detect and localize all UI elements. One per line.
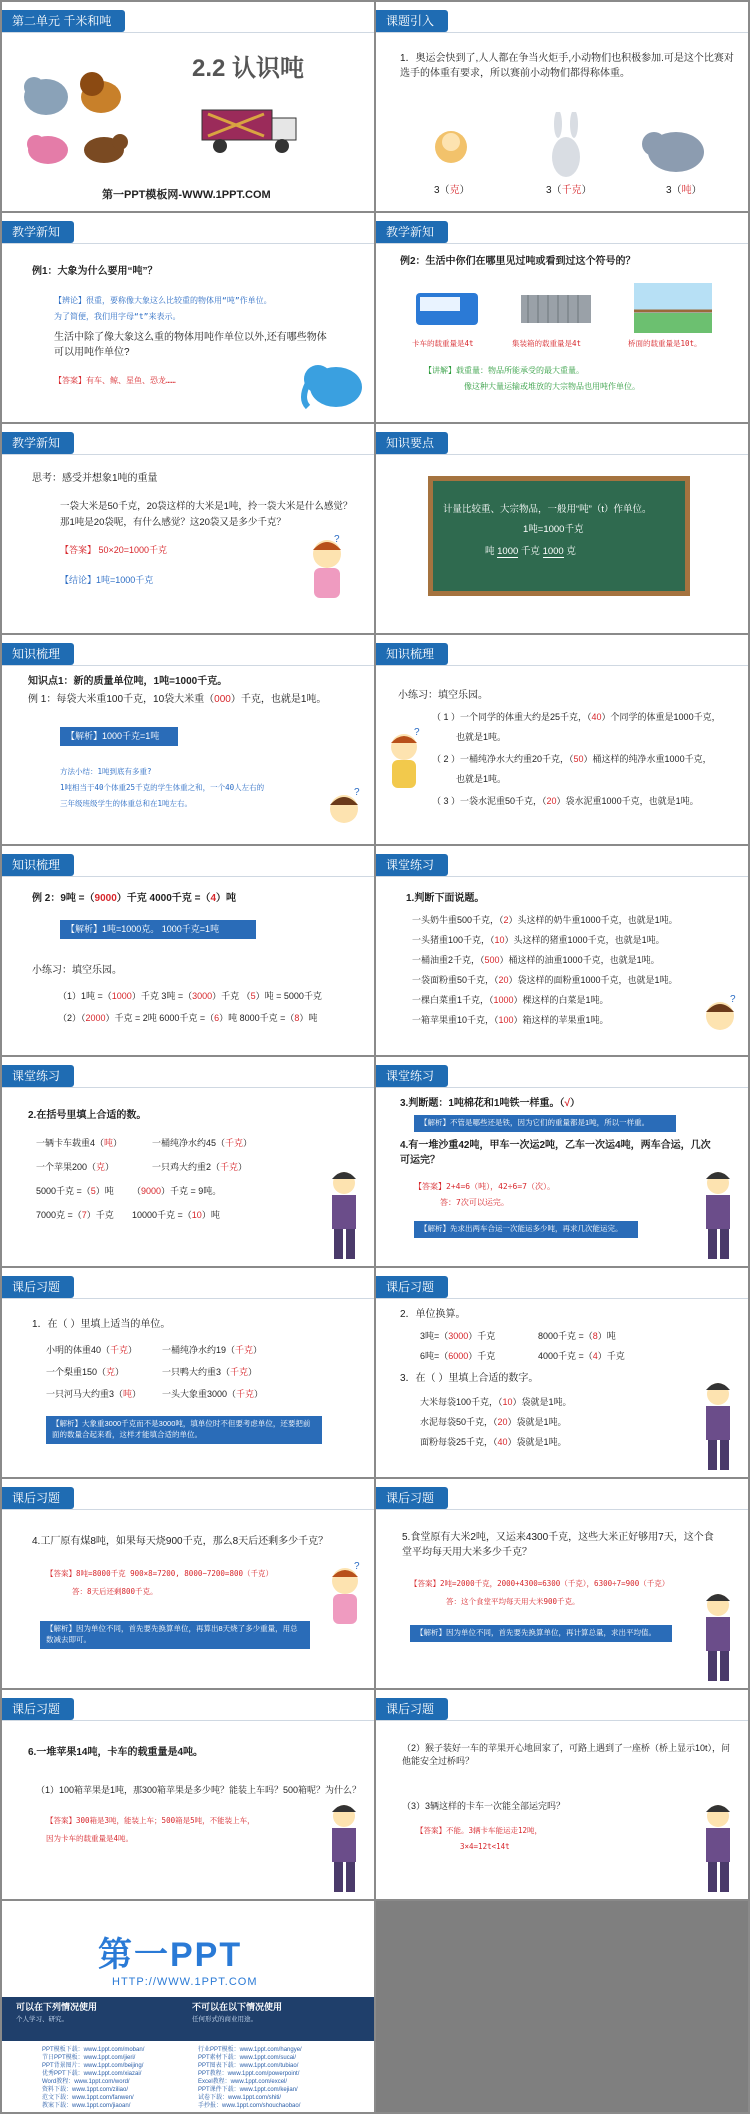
fill-2a: 一个梨重150（克） xyxy=(46,1367,125,1377)
question-3: 3．在（ ）里填上合适的数字。 xyxy=(400,1373,539,1384)
resource-link[interactable]: 手抄报：www.1ppt.com/shouchaobao/ xyxy=(198,2103,301,2109)
resource-link[interactable]: 试卷下载：www.1ppt.com/shiti/ xyxy=(198,2095,282,2101)
answer-2: 答：这个食堂平均每天用大米900千克。 xyxy=(446,1597,580,1606)
unit-tag: 第二单元 千米和吨 xyxy=(2,10,125,32)
divider xyxy=(2,1720,374,1721)
exercise-3: （ 3 ）一袋水泥重50千克，（20）袋水泥重1000千克，也就是1吨。 xyxy=(432,796,699,806)
elephant-icon xyxy=(300,353,366,413)
exercise-title: 小练习：填空乐园。 xyxy=(32,965,122,976)
section-tag: 课堂练习 xyxy=(2,1065,74,1087)
fill-3b: （9000）千克 = 9吨。 xyxy=(132,1186,222,1196)
cannot-use-title: 不可以在以下情况使用 xyxy=(192,2002,283,2012)
question-2: 2．单位换算。 xyxy=(400,1309,466,1320)
fill-2a: 一个苹果200（克） xyxy=(36,1162,115,1172)
section-tag: 知识要点 xyxy=(376,432,448,454)
resource-link[interactable]: PPT背景图片：www.1ppt.com/beijing/ xyxy=(42,2063,144,2069)
divider xyxy=(2,1298,374,1299)
section-tag: 课后习题 xyxy=(376,1487,448,1509)
caption-truck: 卡车的载重量是4t xyxy=(412,339,474,348)
example-1: 例 1：每袋大米重100千克，10袋大米重（000）千克，也就是1吨。 xyxy=(28,694,327,705)
paragraph-1: 一袋大米是50千克，20袋这样的大米是1吨，拎一袋大米是什么感觉？ xyxy=(60,501,353,512)
question-4: 4.有一堆沙重42吨，甲车一次运2吨，乙车一次运4吨，两车合运，几次可运完？ xyxy=(400,1140,711,1166)
fill-4b: 10000千克 =（10）吨 xyxy=(132,1210,220,1220)
cannot-use-1: 任何形式的商业用途。 xyxy=(192,2016,257,2023)
divider xyxy=(2,1509,374,1510)
fill-1a: 小明的体重40（千克） xyxy=(46,1345,138,1355)
slide-practice-2[interactable] xyxy=(2,1057,374,1266)
fill-1a: 一辆卡车载重4（吨） xyxy=(36,1138,123,1148)
resource-link[interactable]: 范文下载：www.1ppt.com/fanwen/ xyxy=(42,2095,134,2101)
resource-link[interactable]: 教案下载：www.1ppt.com/jiaoan/ xyxy=(42,2103,131,2109)
fill-line-1: 大米每袋100千克，（10）袋就是1吨。 xyxy=(420,1397,572,1407)
method-3: 三年级班级学生的体重总和在1吨左右。 xyxy=(60,799,193,808)
truck-illustration xyxy=(194,102,304,157)
section-tag: 教学新知 xyxy=(2,221,74,243)
slide-homework-2[interactable] xyxy=(376,1268,748,1477)
slide-new-1[interactable] xyxy=(2,213,374,422)
method-1: 方法小结：1吨到底有多重? xyxy=(60,767,152,776)
practice-row: 一头猪重100千克，（10）头这样的猪重1000千克，也就是1吨。 xyxy=(412,935,665,945)
exercise-title: 小练习：填空乐园。 xyxy=(398,690,488,701)
resource-link[interactable]: 行业PPT模板：www.1ppt.com/hangye/ xyxy=(198,2047,302,2053)
analysis-box: 【解析】1吨=1000克。 1000千克=1吨 xyxy=(60,920,256,939)
section-tag: 课堂练习 xyxy=(376,854,448,876)
resource-link[interactable]: PPT图表下载：www.1ppt.com/tubiao/ xyxy=(198,2063,299,2069)
practice-row: 一棵白菜重1千克，（1000）棵这样的白菜是1吨。 xyxy=(412,995,609,1005)
resource-link[interactable]: 资料下载：www.1ppt.com/ziliao/ xyxy=(42,2087,129,2093)
can-use-title: 可以在下列情况使用 xyxy=(16,2002,98,2012)
exercise-2-end: 也就是1吨。 xyxy=(456,774,507,784)
slide-key-points[interactable] xyxy=(376,424,748,633)
divider xyxy=(376,32,748,33)
teacher-icon xyxy=(694,1589,744,1685)
section-tag: 课后习题 xyxy=(2,1698,74,1720)
example-2: 例 2：9吨 =（9000）千克 4000千克 =（4）吨 xyxy=(32,893,236,904)
board-line-2: 1吨=1000千克 xyxy=(523,524,584,535)
teacher-icon xyxy=(694,1378,744,1474)
analysis-box: 【解析】1000千克=1吨 xyxy=(60,727,178,746)
divider xyxy=(376,665,748,666)
section-tag: 知识梳理 xyxy=(2,643,74,665)
site-caption: 第一PPT模板网-WWW.1PPT.COM xyxy=(102,189,271,201)
tip-line-1: 【讲解】载重量：物品所能承受的最大重量。 xyxy=(424,366,584,375)
girl-icon xyxy=(380,727,428,797)
girl-icon xyxy=(322,1559,368,1635)
divider xyxy=(376,876,748,877)
slide-review-2[interactable] xyxy=(376,635,748,844)
resource-link[interactable]: PPT模板下载：www.1ppt.com/moban/ xyxy=(42,2047,145,2053)
fill-2b: 一只鸭大约重3（千克） xyxy=(162,1367,258,1377)
exercise-2: （ 2 ）一桶纯净水大约重20千克，（50）桶这样的纯净水重1000千克， xyxy=(432,754,712,764)
fill-2b: 一只鸡大约重2（千克） xyxy=(152,1162,248,1172)
practice-row: 一袋面粉重50千克，（20）袋这样的面粉重1000千克，也就是1吨。 xyxy=(412,975,678,985)
practice-row: 一箱苹果重10千克，（100）箱这样的苹果重1吨。 xyxy=(412,1015,609,1025)
answer-2: 因为卡车的载重量是4吨。 xyxy=(46,1834,134,1843)
fill-line-3: 面粉每袋25千克，（40）袋就是1吨。 xyxy=(420,1437,567,1447)
convert-2b: 4000千克 =（4）千克 xyxy=(538,1351,625,1361)
slide-homework-6[interactable] xyxy=(376,1690,748,1899)
knowledge-point: 知识点1：新的质量单位吨，1吨=1000千克。 xyxy=(28,676,228,687)
section-tag: 课题引入 xyxy=(376,10,448,32)
slide-end[interactable] xyxy=(2,1901,374,2112)
paragraph-2: 那1吨是20袋呢，有什么感觉？这20袋又是多少千克？ xyxy=(60,517,286,528)
homework-title: 1．在（ ）里填上适当的单位。 xyxy=(32,1319,171,1330)
divider xyxy=(376,1298,748,1299)
fill-line-2: 水泥每袋50千克，（20）袋就是1吨。 xyxy=(420,1417,567,1427)
slide-new-2[interactable] xyxy=(376,213,748,422)
slide-intro[interactable] xyxy=(376,2,748,211)
section-tag: 课堂练习 xyxy=(376,1065,448,1087)
svg-text:?: ? xyxy=(414,727,420,738)
tip-line-2: 像这种大量运输或堆放的大宗物品也用吨作单位。 xyxy=(464,382,640,391)
slide-new-3[interactable] xyxy=(2,424,374,633)
animals-illustration xyxy=(16,62,136,172)
section-tag: 课后习题 xyxy=(376,1698,448,1720)
analysis-box-2: 【解析】先求出两车合运一次能运多少吨，再求几次能运完。 xyxy=(414,1221,638,1238)
practice-row: 一头奶牛重500千克，（2）头这样的奶牛重1000千克，也就是1吨。 xyxy=(412,915,678,925)
resource-link[interactable]: Word教程：www.1ppt.com/word/ xyxy=(42,2079,130,2085)
answer-2: 答：8天后还剩800千克。 xyxy=(72,1587,158,1596)
divider xyxy=(2,876,374,877)
empty-panel xyxy=(376,1901,748,2112)
exercise-1-end: 也就是1吨。 xyxy=(456,732,507,742)
divider xyxy=(376,1087,748,1088)
slide-homework-4[interactable] xyxy=(376,1479,748,1688)
analysis-box: 【解析】大象重3000千克而不是3000吨，填单位时不但要考虑单位，还要把前面的数量合起来看，这样才能填合适的单位。 xyxy=(46,1416,322,1444)
section-tag: 课后习题 xyxy=(376,1276,448,1298)
caption-bridge: 桥面的载重量是10t。 xyxy=(628,339,702,348)
fill-1b: 一桶纯净水约19（千克） xyxy=(162,1345,263,1355)
section-tag: 教学新知 xyxy=(2,432,74,454)
question-4: 4.工厂原有煤8吨，如果每天烧900千克，那么8天后还剩多少千克？ xyxy=(32,1536,329,1547)
exercise-1: （ 1 ）一个同学的体重大约是25千克，（40）个同学的体重是1000千克， xyxy=(432,712,721,722)
cover-title: 2.2 认识吨 xyxy=(192,55,305,82)
answer-1: 【答案】300箱是3吨，能装上车；500箱是5吨，不能装上车， xyxy=(46,1816,255,1825)
answer: 【答案】有车、鲸、星鱼、恐龙…… xyxy=(54,376,176,385)
board-line-3: 吨 1000 千克 1000 克 xyxy=(485,546,576,557)
teacher-icon xyxy=(694,1167,744,1263)
fill-3b: 一头大象重3000（千克） xyxy=(162,1389,264,1399)
divider xyxy=(2,1087,374,1088)
answer-1: 【答案】2+4=6（吨），42÷6=7（次）。 xyxy=(414,1182,555,1191)
slide-homework-5[interactable] xyxy=(2,1690,374,1899)
answer-1: 【答案】不能。3辆卡车能运走12吨， xyxy=(416,1826,543,1835)
slide-review-1[interactable] xyxy=(2,635,374,844)
caption-container: 集装箱的载重量是4t xyxy=(512,339,582,348)
question-2: 生活中除了像大象这么重的物体用吨作单位以外,还有哪些物体可以用吨作单位? xyxy=(54,332,327,358)
logo-url: HTTP://WWW.1PPT.COM xyxy=(112,1976,258,1988)
practice-row: 一桶油重2千克，（500）桶这样的油重1000千克，也就是1吨。 xyxy=(412,955,660,965)
analysis-box: 【解析】因为单位不同，首先要先换算单位，再计算总量，求出平均值。 xyxy=(410,1625,672,1642)
chalkboard xyxy=(428,476,690,596)
logo-text: 第一PPT xyxy=(98,1936,243,1974)
practice-title: 1.判断下面说题。 xyxy=(406,893,485,904)
fill-4a: 7000克 =（7）千克 xyxy=(36,1210,114,1220)
answer-3: 3（吨） xyxy=(666,185,702,196)
resource-link[interactable]: 节日PPT模板：www.1ppt.com/jieri/ xyxy=(42,2055,136,2061)
sub-question-1: （1）100箱苹果是1吨，那300箱苹果是多少吨？能装上车吗？500箱呢？为什么？ xyxy=(36,1785,362,1795)
section-tag: 知识梳理 xyxy=(376,643,448,665)
footer-banner xyxy=(2,1997,374,2041)
answer: 【答案】 50×20=1000千克 xyxy=(60,545,168,555)
divider xyxy=(376,1720,748,1721)
svg-text:?: ? xyxy=(334,534,340,545)
teacher-icon xyxy=(320,1167,370,1263)
resource-link[interactable]: Excel教程：www.1ppt.com/excel/ xyxy=(198,2079,288,2085)
slide-practice-3[interactable] xyxy=(376,1057,748,1266)
answer-1: 【答案】8吨=8000千克 900×8=7200, 8000−7200=800（千克） xyxy=(46,1569,273,1578)
slide-homework-1[interactable] xyxy=(2,1268,374,1477)
divider xyxy=(2,665,374,666)
think-question: 思考：感受并想象1吨的重量 xyxy=(32,473,158,484)
divider xyxy=(376,1509,748,1510)
slide-review-3[interactable] xyxy=(2,846,374,1055)
animals-weigh-illustration xyxy=(426,112,716,182)
slide-cover[interactable] xyxy=(2,2,374,211)
slide-homework-3[interactable] xyxy=(2,1479,374,1688)
fill-3a: 5000千克 =（5）吨 xyxy=(36,1186,114,1196)
practice-title: 2.在括号里填上合适的数。 xyxy=(28,1110,147,1121)
divider xyxy=(2,454,374,455)
conclusion: 【结论】1吨=1000千克 xyxy=(60,575,154,585)
resource-link[interactable]: PPT教程：www.1ppt.com/powerpoint/ xyxy=(198,2071,300,2077)
divider xyxy=(2,32,374,33)
example-question: 例2：生活中你们在哪里见过吨或看到过这个符号的？ xyxy=(400,256,636,267)
slide-practice-1[interactable] xyxy=(376,846,748,1055)
analysis-box-1: 【解析】不管是哪些还是铁，因为它们的重量都是1吨，所以一样重。 xyxy=(414,1115,676,1132)
resource-link[interactable]: PPT课件下载：www.1ppt.com/kejian/ xyxy=(198,2087,298,2093)
fill-1b: 一桶纯净水约45（千克） xyxy=(152,1138,253,1148)
fill-3a: 一只河马大约重3（吨） xyxy=(46,1389,142,1399)
teacher-icon xyxy=(694,1800,744,1896)
svg-text:?: ? xyxy=(354,787,360,798)
example-question: 例1：大象为什么要用“吨”？ xyxy=(32,266,158,277)
teacher-icon xyxy=(320,1800,370,1896)
section-tag: 课后习题 xyxy=(2,1487,74,1509)
convert-2a: 6吨=（6000）千克 xyxy=(420,1351,496,1361)
convert-1a: 3吨=（3000）千克 xyxy=(420,1331,496,1341)
boy-icon xyxy=(698,992,742,1044)
can-use-1: 个人学习、研究。 xyxy=(16,2016,68,2023)
question-6: 6.一堆苹果14吨，卡车的载重量是4吨。 xyxy=(28,1747,204,1758)
answer-1: 【答案】2吨=2000千克，2000+4300=6300（千克），6300÷7=900（千克） xyxy=(410,1579,670,1588)
divider xyxy=(2,243,374,244)
answer-1: 3（克） xyxy=(434,185,470,196)
question-5: 5.食堂原有大米2吨，又运来4300千克，这些大米正好够用7天，这个食堂平均每天用大米多少千克？ xyxy=(402,1532,714,1558)
question-3: 3.判断题：1吨棉花和1吨铁一样重。（√） xyxy=(400,1098,580,1109)
svg-text:?: ? xyxy=(354,1561,360,1572)
convert-1b: 8000千克 =（8）吨 xyxy=(538,1331,616,1341)
question: 1．奥运会快到了,人人都在争当火炬手,小动物们也积极参加.可是这个比赛对选手的体重有要求，所以赛前小动物们都得称体重。 xyxy=(400,53,734,79)
section-tag: 知识梳理 xyxy=(2,854,74,876)
answer-2: 答：7次可以运完。 xyxy=(440,1198,509,1207)
answer-2: 3（千克） xyxy=(546,185,592,196)
method-2: 1吨相当于40个体重25千克的学生体重之和，一个40人左右的 xyxy=(60,783,265,792)
exercise-row-2: （2）（2000）千克 = 2吨 6000千克 =（6）吨 8000千克 =（8）吨 xyxy=(58,1013,318,1023)
sub-question-3: （3）3辆这样的卡车一次能全部运完吗？ xyxy=(402,1801,566,1811)
tip-line-2: 为了简便，我们用字母“t”来表示。 xyxy=(54,312,181,321)
answer-2: 3×4=12t<14t xyxy=(460,1842,510,1851)
exercise-row-1: （1）1吨 =（1000）千克 3吨 =（3000）千克 （5）吨 = 5000千克 xyxy=(58,991,322,1001)
section-tag: 教学新知 xyxy=(376,221,448,243)
cargo-illustration xyxy=(416,283,716,333)
sub-question-2: （2）猴子装好一车的苹果开心地回家了，可路上遇到了一座桥（桥上显示10t），问他能安全过桥吗？ xyxy=(402,1743,731,1767)
divider xyxy=(376,454,748,455)
boy-icon xyxy=(322,785,366,835)
resource-link[interactable]: PPT素材下载：www.1ppt.com/sucai/ xyxy=(198,2055,297,2061)
divider xyxy=(376,243,748,244)
girl-icon xyxy=(302,532,352,612)
resource-link[interactable]: 优秀PPT下载：www.1ppt.com/xiazai/ xyxy=(42,2071,142,2077)
svg-text:?: ? xyxy=(730,994,736,1005)
board-line-1: 计量比较重、大宗物品，一般用“吨”（t）作单位。 xyxy=(443,504,652,515)
section-tag: 课后习题 xyxy=(2,1276,74,1298)
tip-line-1: 【辨论】很重，要称像大象这么比较重的物体用“吨”作单位。 xyxy=(54,296,272,305)
analysis-box: 【解析】因为单位不同，首先要先换算单位，再算出8天烧了多少重量，用总数减去即可。 xyxy=(40,1621,310,1649)
